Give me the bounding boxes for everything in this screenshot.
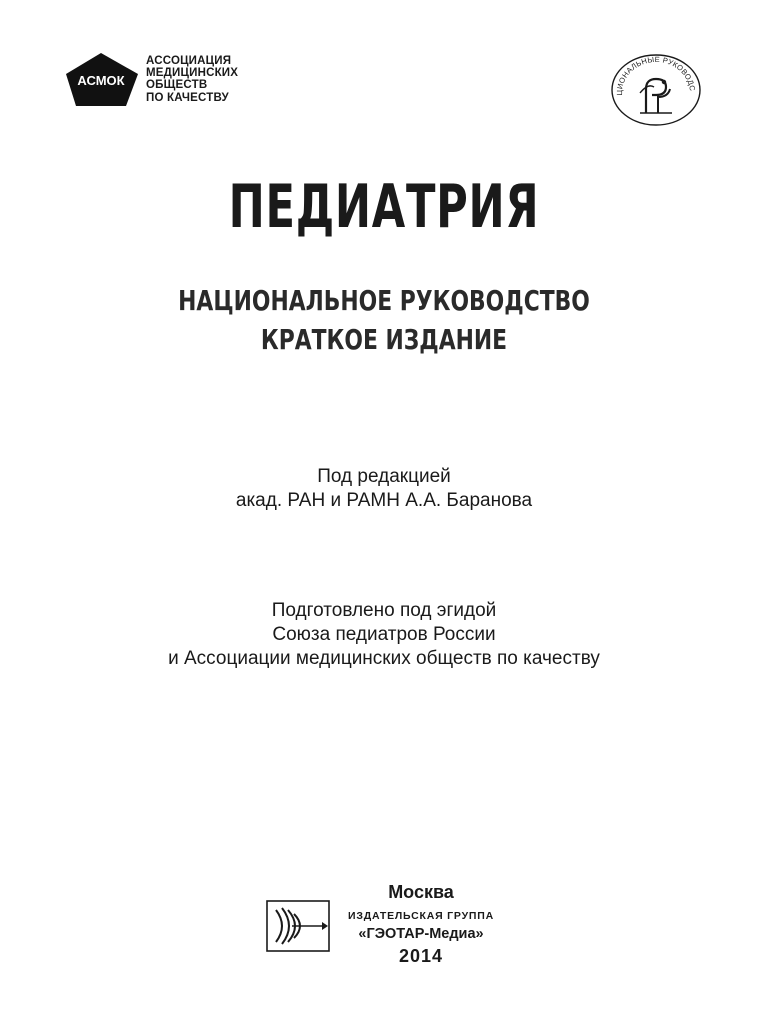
- seal-emblem-icon: [610, 53, 702, 127]
- asmok-line: ПО КАЧЕСТВУ: [146, 91, 229, 104]
- asmok-logo: [64, 50, 264, 110]
- publisher-group: ИЗДАТЕЛЬСКАЯ ГРУППА: [348, 910, 494, 922]
- editor-line: Под редакцией: [317, 466, 451, 487]
- publisher-block: [266, 882, 506, 972]
- subtitle-line: КРАТКОЕ ИЗДАНИЕ: [260, 323, 508, 356]
- svg-text:НАЦИОНАЛЬНЫЕ РУКОВОДСТВА: [610, 53, 697, 95]
- asmok-line: МЕДИЦИНСКИХ: [146, 67, 239, 80]
- auspices-line: Подготовлено под эгидой: [271, 600, 497, 621]
- auspices-line: Союза педиатров России: [272, 624, 496, 645]
- publisher-city: Москва: [388, 882, 454, 902]
- asmok-name: [146, 55, 238, 104]
- asmok-badge-text: АСМОК: [77, 73, 125, 88]
- pentagon-logo-icon: [64, 50, 142, 110]
- auspices-line: и Ассоциации медицинских обществ по качеству: [168, 648, 600, 669]
- editor-line: акад. РАН и РАМН А.А. Баранова: [235, 490, 533, 511]
- publisher-name: «ГЭОТАР-Медиа»: [358, 926, 484, 942]
- publication-year: 2014: [398, 946, 444, 966]
- asmok-line: ОБЩЕСТВ: [146, 79, 208, 92]
- publisher-logo-icon: [266, 900, 330, 952]
- asmok-line: АССОЦИАЦИЯ: [146, 55, 232, 67]
- seal-arc-text: ЦИОНАЛЬНЫЕ РУКОВОДС: [614, 54, 697, 96]
- national-guidelines-seal: [610, 53, 702, 132]
- subtitle-line: НАЦИОНАЛЬНОЕ РУКОВОДСТВО: [178, 284, 590, 317]
- book-title: ПЕДИАТРИЯ: [228, 172, 540, 242]
